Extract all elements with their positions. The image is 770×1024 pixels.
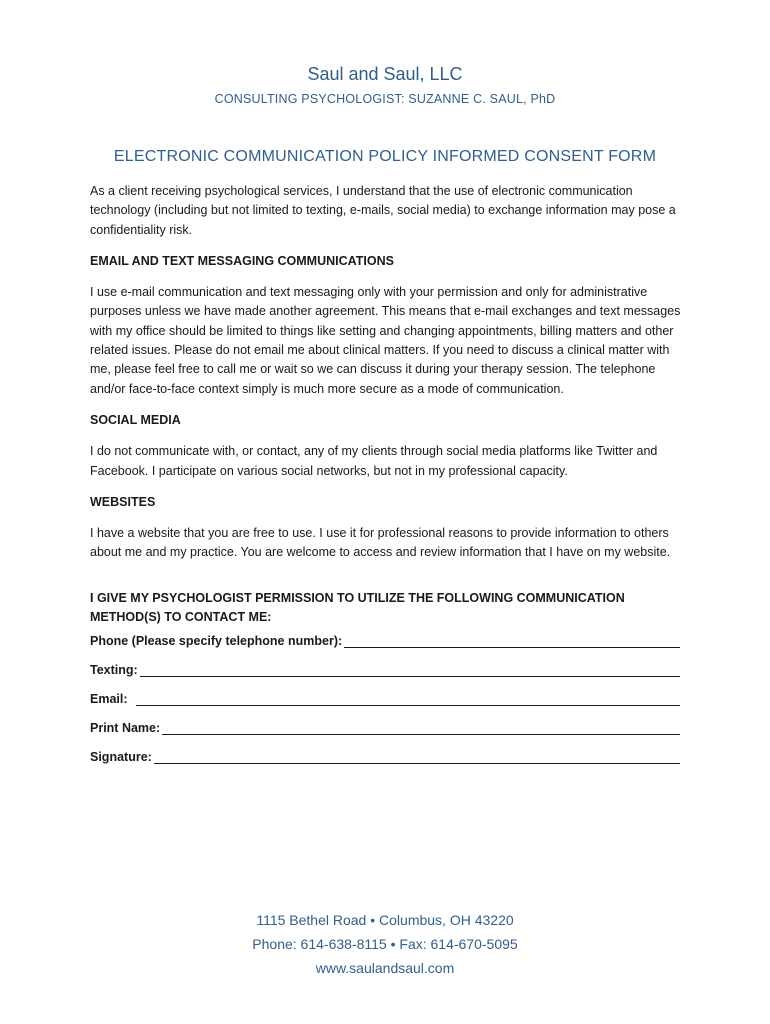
email-field-label: Email:	[90, 692, 128, 707]
section-heading-social-media: SOCIAL MEDIA	[90, 412, 181, 427]
section-body-email-text: I use e-mail communication and text messaging only with your permission and only for administrative purposes unless we have made another agreement. This means that e-mail exchanges and text messages with my office should be limited to things like setting and changing appointments, billing matters and other related issues. Please do not email me about clinical matters. If you need to discuss a clinical matter with me, please feel free to call me or wait so we can discuss it during your therapy session. The telephone and/or face-to-face context simply is much more secure as a mode of communication.	[90, 285, 681, 396]
form-content	[90, 182, 690, 776]
email-field[interactable]	[90, 689, 680, 709]
section-heading-email-text: EMAIL AND TEXT MESSAGING COMMUNICATIONS	[90, 253, 394, 268]
signature-field-line[interactable]	[154, 749, 680, 764]
print-name-field-label: Print Name:	[90, 721, 161, 736]
texting-field-line[interactable]	[140, 662, 680, 677]
section-heading-websites: WEBSITES	[90, 494, 156, 509]
section-body-websites: I have a website that you are free to use. I use it for professional reasons to provide information to others about me and my practice. You are welcome to access and review information that I have on my website.	[90, 526, 671, 560]
texting-field[interactable]	[90, 660, 680, 680]
phone-field[interactable]	[90, 631, 680, 651]
email-field-line[interactable]	[136, 691, 680, 706]
phone-field-line[interactable]	[344, 633, 680, 648]
footer-phone-fax: Phone: 614-638-8115 • Fax: 614-670-5095	[252, 936, 518, 952]
footer	[0, 908, 770, 980]
texting-field-label: Texting:	[90, 663, 138, 678]
form-title: ELECTRONIC COMMUNICATION POLICY INFORMED CONSENT FORM	[113, 148, 657, 165]
section-body-social-media: I do not communicate with, or contact, any of my clients through social media platforms like Twitter and Facebook. I participate on various social networks, but not in my professional capacity.	[90, 444, 658, 478]
print-name-field[interactable]	[90, 718, 680, 738]
phone-field-label: Phone (Please specify telephone number):	[90, 634, 343, 649]
footer-website-link[interactable]: www.saulandsaul.com	[315, 960, 455, 976]
signature-field[interactable]	[90, 747, 680, 767]
print-name-field-line[interactable]	[162, 720, 680, 735]
footer-address: 1115 Bethel Road • Columbus, OH 43220	[256, 912, 514, 928]
company-name: Saul and Saul, LLC	[307, 64, 463, 84]
signature-field-label: Signature:	[90, 750, 152, 765]
permission-heading: I GIVE MY PSYCHOLOGIST PERMISSION TO UTILIZE THE FOLLOWING COMMUNICATION METHOD(S) TO CONTACT ME:	[90, 590, 625, 625]
company-subtitle: CONSULTING PSYCHOLOGIST: SUZANNE C. SAUL, PhD	[214, 92, 556, 106]
intro-paragraph: As a client receiving psychological services, I understand that the use of electronic communication technology (including but not limited to texting, e-mails, social media) to exchange information may pose a confidentiality risk.	[90, 184, 676, 237]
